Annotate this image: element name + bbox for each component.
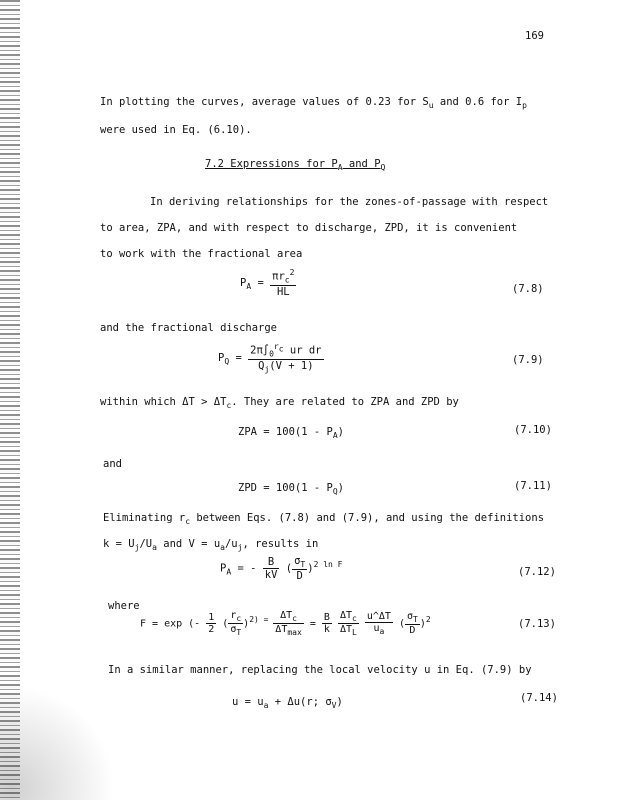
fraction: $\frac{\Delta T_c}{\Delta T_{max}}$ [275,610,302,637]
text-where: where [108,600,140,612]
equation-number-7-10: (7.10) [514,424,552,436]
equation-7-8: $P_A$ = $\frac{\pi r_c^2}{HL}$ [240,268,295,298]
fraction: $\frac{\Delta T_c}{\Delta T_L}$ [339,610,357,637]
equation-number-7-13: (7.13) [518,618,556,630]
fraction: $\frac{u\^{}\Delta T}{u_a}$ [366,611,391,636]
equation-7-10: ZPA = $100(1 - P_A)$ [238,426,344,441]
paragraph-2-line-3: to work with the fractional area [100,248,303,260]
fraction: $\frac{B}{kV}$ [264,556,278,582]
fraction: $\frac{2\pi\int_0^{r_c} ur dr}{Q_j(V + 1)}$ [250,342,322,374]
page-number: 169 [525,30,544,42]
equation-7-12: $P_A$ = - $\frac{B}{kV}$ ( $\frac{\sigma_T}{D}$ )$^{2 ln F}$ [220,555,343,583]
equation-number-7-9: (7.9) [512,354,544,366]
fraction: $\frac{\sigma_T}{D}$ [294,555,306,583]
text-and: and [103,458,122,470]
section-heading: 7.2 Expressions for $P_A$ and $P_Q$ [205,158,386,173]
scanned-page-edge [0,0,20,800]
fraction: $\frac{1}{2}$ [208,612,215,635]
equation-number-7-8: (7.8) [512,283,544,295]
fraction: $\frac{\pi r_c^2}{HL}$ [272,268,295,298]
fraction: $\frac{B}{k}$ [323,612,330,635]
equation-number-7-14: (7.14) [520,692,558,704]
equation-7-14: $u = u_a + \Delta u(r$; $\sigma_V$) [232,696,343,711]
paragraph-1-line-1: In plotting the curves, average values of 0.23 for $S_u$ and 0.6 for $I_p$ [100,96,527,111]
equation-number-7-12: (7.12) [518,566,556,578]
equation-7-9: $P_Q$ = $\frac{2\pi\int_0^{r_c} ur dr}{Q_j(V + 1)}$ [218,342,322,374]
paragraph-2-line-2: to area, ZPA, and with respect to discharge, ZPD, it is convenient [100,222,518,234]
paragraph-1-line-2: were used in Eq. (6.10). [100,124,252,136]
equation-7-11: ZPD = $100(1 - P_Q)$ [238,482,344,497]
paragraph-4-line-1: In a similar manner, replacing the local velocity u in Eq. (7.9) by [108,664,532,676]
scan-noise [0,690,120,800]
paragraph-3-line-1: Eliminating $r_c$ between Eqs. (7.8) and (7.9), and using the definitions [103,512,545,527]
text-within: within which $\Delta T > \Delta T_c$. They are related to ZPA and ZPD by [100,396,459,411]
equation-7-13: F = exp (- $\frac{1}{2}$ ( $\frac{r_c}{\sigma_T}$ )$^{2) =}$ $\frac{\Delta T_c}{\Delta T_{max}}$ = $\frac{B}{k}$ $\frac{\Delta T_c}{\Delta T_L}$ $\frac{u\^{}\Delta T}{u_a}$ ( $\frac{\sigma_T}{D}$ )$^2$ [140,610,431,637]
fraction: $\frac{r_c}{\sigma_T}$ [230,610,242,637]
fraction: $\frac{\sigma_T}{D}$ [406,611,418,636]
paragraph-2-line-1: In deriving relationships for the zones-of-passage with respect [150,196,549,208]
equation-number-7-11: (7.11) [514,480,552,492]
text-fractional-discharge: and the fractional discharge [100,322,278,334]
paragraph-3-line-2: $k = U_j/U_a$ and $V = u_a/u_j$, results in [103,538,319,553]
